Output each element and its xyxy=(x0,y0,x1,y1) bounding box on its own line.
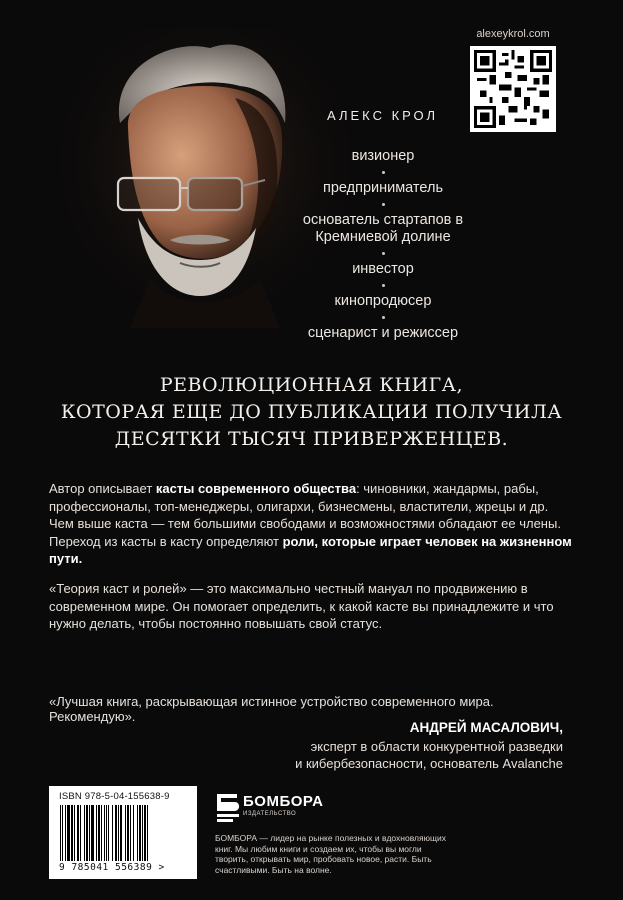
publisher-name: БОМБОРА xyxy=(243,793,324,810)
review-quote: «Лучшая книга, раскрывающая истинное устройство современного мира. Рекомендую». xyxy=(49,694,494,724)
quote-attribution xyxy=(295,719,563,772)
role-item: сценарист и режиссер xyxy=(307,325,459,341)
text-span: : чиновники, жандармы, рабы, профессионалы, топ-менеджеры, олигархи, бизнесмены, властители, жрецы и др. Чем выше каста — тем большими свободами и возможностями обладают ее члены. Переход из касты в касту определяют xyxy=(49,481,561,549)
bullet-dot xyxy=(382,316,385,319)
book-description xyxy=(49,480,573,645)
text-span: Автор описывает xyxy=(49,481,156,496)
role-item: визионер xyxy=(351,148,415,164)
barcode-icon xyxy=(59,805,185,861)
author-name: АЛЕКС КРОЛ xyxy=(327,108,439,123)
qr-code xyxy=(470,46,556,132)
description-paragraph xyxy=(49,480,573,568)
headline-line: РЕВОЛЮЦИОННАЯ КНИГА, xyxy=(159,374,464,396)
role-item: предприниматель xyxy=(322,180,444,196)
author-roles-list xyxy=(268,148,498,342)
bullet-dot xyxy=(382,284,385,287)
publisher-description: БОМБОРА — лидер на рынке полезных и вдохновляющих книг. Мы любим книги и создаем их, чтобы вы могли творить, открывать мир, пробовать новое, расти. Быть счастливыми. Быть на волне. xyxy=(215,833,446,875)
bold-text: касты современного общества xyxy=(155,481,357,496)
bullet-dot xyxy=(382,252,385,255)
qr-code-icon xyxy=(474,50,552,128)
barcode-digits: 9 785041 556389 > xyxy=(59,862,165,873)
description-paragraph: «Теория каст и ролей» — это максимально честный мануал по продвижению в современном мире. Он помогает определить, к какой касте вы принадлежите и что нужно делать, чтобы постоянно повышать свой статус. xyxy=(49,580,554,632)
quote-author-name: АНДРЕЙ МАСАЛОВИЧ, xyxy=(409,720,563,735)
bold-text: роли, которые играет человек на жизненном пути. xyxy=(49,533,572,567)
barcode-box xyxy=(49,786,197,879)
headline-line: ДЕСЯТКИ ТЫСЯЧ ПРИВЕРЖЕНЦЕВ. xyxy=(114,428,509,450)
role-item: основатель стартапов в Кремниевой долине xyxy=(302,212,464,245)
quote-author-title: эксперт в области конкурентной разведки xyxy=(310,739,563,754)
isbn-number: ISBN 978-5-04-155638-9 xyxy=(59,791,170,802)
publisher-subtitle: ИЗДАТЕЛЬСТВО xyxy=(243,811,297,817)
headline xyxy=(60,372,563,453)
website-url: alexeykrol.com xyxy=(476,28,550,40)
quote-author-title: и кибербезопасности, основатель Avalanche xyxy=(295,756,563,771)
role-item: кинопродюсер xyxy=(334,293,432,309)
role-item: инвестор xyxy=(352,261,414,277)
headline-line: КОТОРАЯ ЕЩЕ ДО ПУБЛИКАЦИИ ПОЛУЧИЛА xyxy=(60,401,563,423)
bullet-dot xyxy=(382,203,385,206)
bullet-dot xyxy=(382,171,385,174)
